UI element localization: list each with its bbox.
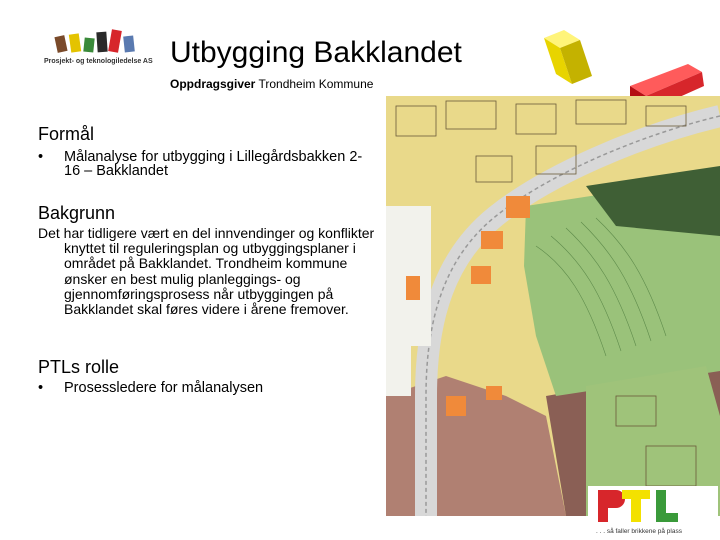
heading-formal: Formål	[38, 124, 95, 144]
list-item-rolle	[38, 381, 358, 397]
formal-text: Målanalyse for utbygging i Lillegårdsbakken 2-16 – Bakklandet	[64, 149, 363, 179]
zoning-map-image	[386, 96, 720, 516]
bakgrunn-text: Det har tidligere vært en del innvendinger og konflikter knyttet til reguleringsplan og utbyggingsplaner i området på Bakklandet. Trondheim kommune ønsker en best mulig planleggings- og gjennomføringsprosess når utbyggingen på Bakklandet skal føres videre i årene fremover.	[38, 225, 375, 318]
client-value: Trondheim Kommune	[255, 77, 374, 91]
page-title: Utbygging Bakklandet	[170, 36, 462, 69]
list-item-formal	[38, 149, 363, 180]
bullet-icon: •	[38, 149, 44, 165]
client-line	[170, 77, 373, 91]
logo-blocks-icon	[54, 29, 134, 53]
company-logo	[42, 26, 162, 76]
heading-bakgrunn: Bakgrunn	[38, 203, 116, 223]
client-label: Oppdragsgiver	[170, 77, 256, 91]
bullet-icon: •	[38, 380, 44, 396]
logo-caption: Prosjekt- og teknologiledelse AS	[44, 58, 153, 65]
heading-rolle: PTLs rolle	[38, 357, 120, 377]
rolle-text: Prosessledere for målanalysen	[64, 380, 264, 396]
ptl-caption: . . . så faller brikkene på plass	[596, 528, 682, 535]
